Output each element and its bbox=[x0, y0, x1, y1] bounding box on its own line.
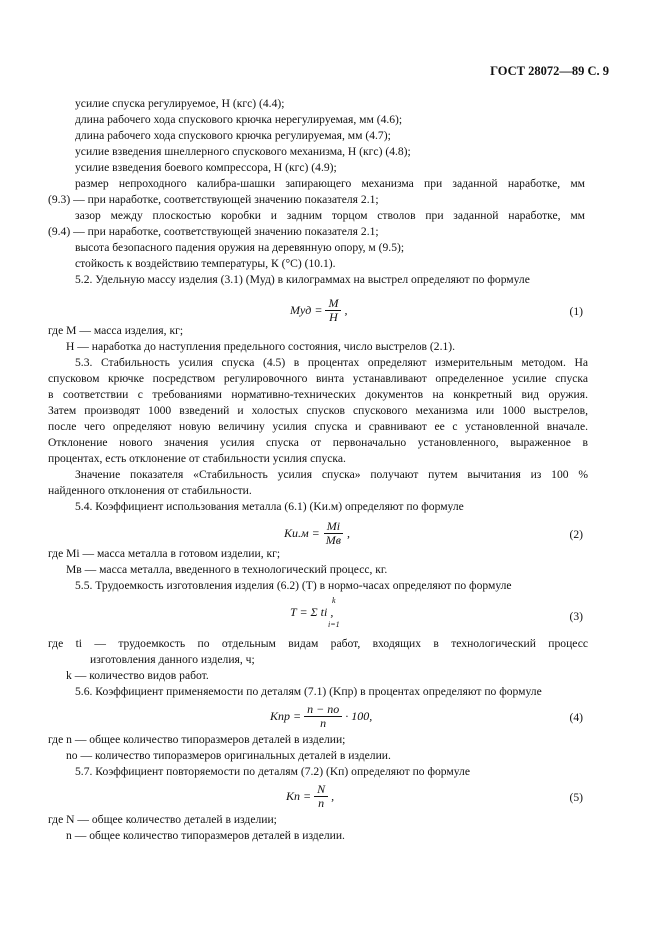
formula-lhs: Kп = bbox=[286, 789, 312, 803]
text-line: где ti — трудоемкость по отдельным видам работ, входящих в технологический процесс bbox=[48, 637, 588, 650]
text-line: (9.3) — при наработке, соответствующей значению показателя 2.1; bbox=[48, 193, 379, 206]
denominator: n bbox=[320, 716, 327, 730]
formula-lhs: Kи.м = bbox=[284, 526, 320, 540]
text-line: зазор между плоскостью коробки и задним торцом стволов при заданной наработке, мм bbox=[75, 209, 585, 222]
formula-4 bbox=[270, 703, 372, 730]
text-line: где n — общее количество типоразмеров деталей в изделии; bbox=[48, 733, 346, 746]
text-line: усилие взведения боевого компрессора, Н (кгс) (4.9); bbox=[75, 161, 337, 174]
text-line: Mв — масса металла, введенного в технологический процесс, кг. bbox=[66, 563, 388, 576]
sum-upper: k bbox=[332, 596, 336, 605]
text-line: Отклонение нового значения усилия спуска от первоначально установленного, выраженное в bbox=[48, 436, 588, 449]
page-header: ГОСТ 28072—89 С. 9 bbox=[490, 64, 609, 78]
text-line: n — общее количество типоразмеров деталей в изделии. bbox=[66, 829, 345, 842]
fraction bbox=[325, 297, 341, 324]
formula-5 bbox=[286, 783, 334, 810]
formula-tail: , bbox=[331, 789, 335, 803]
text-line: после чего определяют новую величину усилия спуска и сравнивают ее с установленной вначале. bbox=[48, 420, 588, 433]
text-line: k — количество видов работ. bbox=[66, 669, 209, 682]
numerator: M bbox=[325, 297, 341, 311]
paragraph-5-4: 5.4. Коэффициент использования металла (6.1) (Kи.м) определяют по формуле bbox=[75, 500, 464, 513]
text-line: 5.3. Стабильность усилия спуска (4.5) в процентах определяют измерительным методом. На bbox=[75, 356, 588, 369]
denominator: Mв bbox=[325, 533, 341, 547]
denominator: n bbox=[318, 796, 325, 810]
paragraph-5-7: 5.7. Коэффициент повторяемости по деталям (7.2) (Kп) определяют по формуле bbox=[75, 765, 470, 778]
text-line: где Mi — масса металла в готовом изделии, кг; bbox=[48, 547, 281, 560]
paragraph-5-6: 5.6. Коэффициент применяемости по деталям (7.1) (Kпр) в процентах определяют по формуле bbox=[75, 685, 542, 698]
denominator: H bbox=[329, 310, 338, 324]
formula-1 bbox=[290, 297, 347, 324]
text-line: Затем производят 1000 взведений и холостых спусков спускового механизма или 1000 выстрелов, bbox=[48, 404, 588, 417]
formula-lhs: T = Σ ti , bbox=[290, 605, 334, 619]
text-line: где M — масса изделия, кг; bbox=[48, 324, 184, 337]
fraction bbox=[314, 783, 328, 810]
numerator: n − nо bbox=[304, 703, 342, 717]
text-line: изготовления данного изделия, ч; bbox=[90, 653, 255, 666]
formula-lhs: Mуд = bbox=[290, 303, 323, 317]
text-line: усилие спуска регулируемое, Н (кгс) (4.4); bbox=[75, 97, 285, 110]
text-line: высота безопасного падения оружия на деревянную опору, м (9.5); bbox=[75, 241, 405, 254]
equation-number: (5) bbox=[569, 791, 583, 804]
text-line: в соответствии с требованиями нормативно-технических документов на конкретный вид оружия. bbox=[48, 388, 588, 401]
fraction bbox=[304, 703, 342, 730]
equation-number: (4) bbox=[569, 711, 583, 724]
text-line: nо — количество типоразмеров оригинальных деталей в изделии. bbox=[66, 749, 391, 762]
text-line: усилие взведения шнеллерного спускового механизма, Н (кгс) (4.8); bbox=[75, 145, 411, 158]
text-line: процентах, есть отклонение от стабильности усилия спуска. bbox=[48, 452, 346, 465]
formula-2 bbox=[284, 520, 350, 547]
text-line: H — наработка до наступления предельного состояния, число выстрелов (2.1). bbox=[66, 340, 456, 353]
numerator: Mi bbox=[324, 520, 343, 534]
numerator: N bbox=[314, 783, 328, 797]
equation-number: (1) bbox=[569, 305, 583, 318]
formula-tail: · 100, bbox=[345, 709, 373, 723]
sum-lower: i=1 bbox=[328, 620, 340, 629]
text-line: размер непроходного калибра-шашки запирающего механизма при заданной наработке, мм bbox=[75, 177, 585, 190]
formula-tail: , bbox=[346, 526, 350, 540]
text-line: (9.4) — при наработке, соответствующей значению показателя 2.1; bbox=[48, 225, 379, 238]
text-line: где N — общее количество деталей в изделии; bbox=[48, 813, 277, 826]
paragraph-5-5: 5.5. Трудоемкость изготовления изделия (6.2) (T) в нормо-часах определяют по формуле bbox=[75, 579, 512, 592]
formula-tail: , bbox=[344, 303, 348, 317]
equation-number: (2) bbox=[569, 528, 583, 541]
paragraph-5-2: 5.2. Удельную массу изделия (3.1) (Mуд) в килограммах на выстрел определяют по формуле bbox=[75, 273, 530, 286]
fraction bbox=[323, 520, 344, 547]
text-line: стойкость к воздействию температуры, К (°С) (10.1). bbox=[75, 257, 336, 270]
text-line: спусковом крючке посредством регулировочного винта устанавливают определенное усилие спуска bbox=[48, 372, 588, 385]
formula-lhs: Kпр = bbox=[270, 709, 302, 723]
text-line: найденного отклонения от стабильности. bbox=[48, 484, 252, 497]
formula-3 bbox=[290, 596, 340, 629]
text-line: Значение показателя «Стабильность усилия спуска» получают путем вычитания из 100 % bbox=[75, 468, 588, 481]
text-line: длина рабочего хода спускового крючка нерегулируемая, мм (4.6); bbox=[75, 113, 403, 126]
equation-number: (3) bbox=[569, 610, 583, 623]
text-line: длина рабочего хода спускового крючка регулируемая, мм (4.7); bbox=[75, 129, 391, 142]
